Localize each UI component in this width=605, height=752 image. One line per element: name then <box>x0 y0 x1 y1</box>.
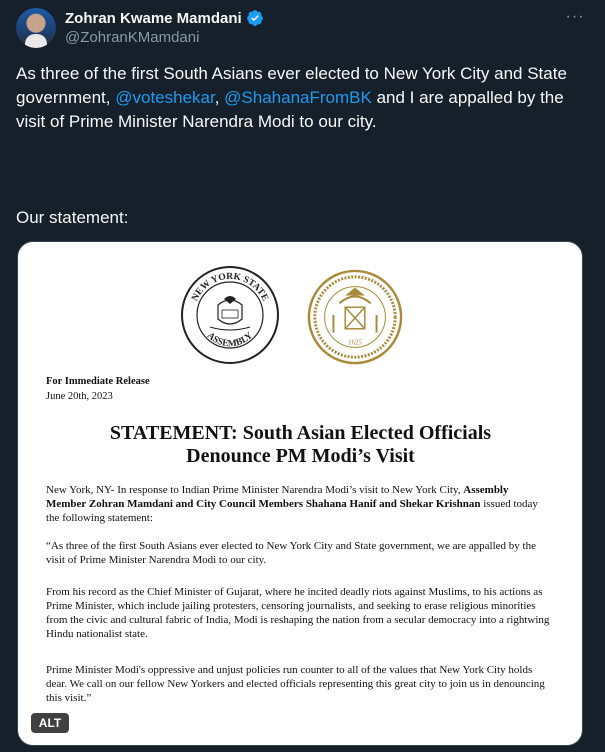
statement-headline <box>38 422 563 468</box>
statement-document <box>18 242 582 745</box>
author-handle[interactable]: @ZohranKMamdani <box>65 29 200 46</box>
city-council-seal-icon <box>306 265 404 369</box>
intro-text: New York, NY- In response to Indian Prime Minister Narendra Modi’s visit to New York City, <box>46 484 464 496</box>
paragraph-quote-open: “As three of the first South Asians ever elected to New York City and State government, we are appalled by the visit of Prime Minister Narendra Modi to our city. <box>46 540 536 566</box>
verified-badge-icon <box>246 9 264 27</box>
seal-year: 1625 <box>348 339 362 347</box>
alt-text-button[interactable]: ALT <box>31 713 69 733</box>
avatar[interactable] <box>16 8 56 48</box>
mention-link[interactable]: @ShahanaFromBK <box>224 88 372 107</box>
paragraph-record: From his record as the Chief Minister of Gujarat, where he incited deadly riots against Muslims, to his actions as Prime Minister, which include jailing protesters, censoring journalists, and seeking to erase religious minorities from the civic and cultural fabric of India, Modi is reshaping the nation from a secular democracy into a rightwing Hindu nationalist state. <box>46 586 550 640</box>
paragraph-closing: Prime Minister Modi's oppressive and unjust policies run counter to all of the values that New York City holds dear. We call on our fellow New Yorkers and elected officials representing this great city to join us in denouncing this visit.” <box>46 664 545 704</box>
headline-line: STATEMENT: South Asian Elected Officials <box>109 422 492 444</box>
more-options-icon[interactable]: ··· <box>565 8 585 25</box>
author-display-name[interactable]: Zohran Kwame Mamdani <box>65 9 242 27</box>
tweet-text-part: As three of the first South Asians ever elected to New York City and State government, <box>16 64 567 107</box>
media-image[interactable] <box>17 241 583 746</box>
author-name-row <box>65 9 264 27</box>
seal-top-text: NEW YORK STATE <box>190 271 270 303</box>
mention-link[interactable]: @voteshekar <box>115 88 215 107</box>
intro-end-text: issued today the following statement: <box>46 498 538 524</box>
assembly-seal-icon <box>180 265 280 365</box>
tweet-text-part: and I are appalled by the visit of Prime Minister Narendra Modi to our city. <box>16 88 564 131</box>
release-date: June 20th, 2023 <box>46 391 113 402</box>
tweet-text <box>16 62 576 134</box>
tweet-header <box>16 8 591 48</box>
seal-bottom-text: ASSEMBLY <box>204 330 256 350</box>
paragraph-intro <box>46 483 546 525</box>
headline-line: Denounce PM Modi’s Visit <box>186 445 415 467</box>
tweet-text-sep: , <box>214 88 225 107</box>
statement-label: Our statement: <box>16 208 129 227</box>
release-label: For Immediate Release <box>46 376 150 387</box>
intro-bold-text: Assembly Member Zohran Mamdani and City Council Members Shahana Hanif and Shekar Krishnan <box>46 484 509 510</box>
